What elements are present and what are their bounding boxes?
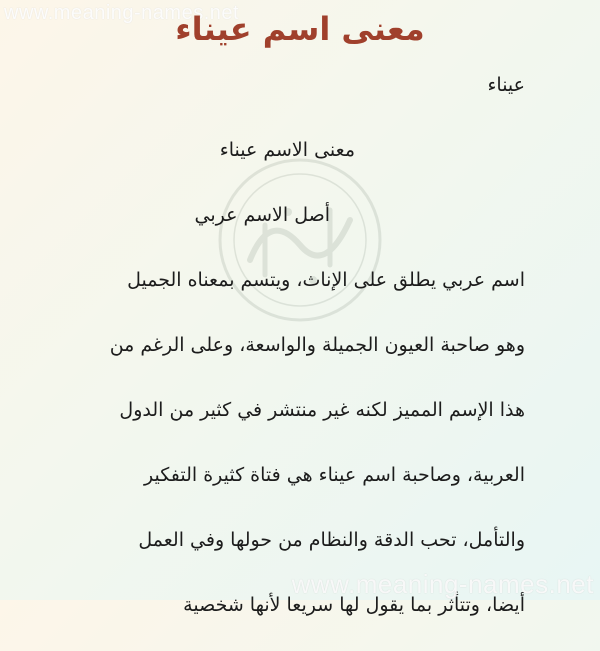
watermark-bottom: www.meaning-names.net (291, 569, 594, 599)
watermark-top: www.meaning-names.net (4, 2, 240, 24)
paragraph-line (40, 456, 525, 521)
paragraph-line (40, 261, 525, 326)
paragraph-text: العربية، وصاحبة اسم عيناء هي فتاة كثيرة التفكير (144, 464, 525, 486)
meaning-heading-line (40, 131, 525, 196)
paragraph-text: اسم عربي يطلق على الإناث، ويتسم بمعناه الجميل (127, 269, 525, 291)
meaning-heading-text: معنى الاسم عيناء (219, 139, 355, 161)
paragraph-line (40, 391, 525, 456)
name-text: عيناء (487, 74, 525, 96)
paragraph-text: والتأمل، تحب الدقة والنظام من حولها وفي العمل (138, 529, 525, 551)
paragraph-line (40, 326, 525, 391)
origin-text: أصل الاسم عربي (194, 204, 330, 226)
page-title: معنى اسم عيناء (175, 10, 425, 48)
name-line (40, 66, 525, 131)
origin-line (40, 196, 525, 261)
paragraph-text: أيضا، وتتأثر بما يقول لها سريعا لأنها شخصية (183, 594, 525, 616)
paragraph-text: وهو صاحبة العيون الجميلة والواسعة، وعلى الرغم من (109, 334, 525, 356)
article-body (40, 66, 525, 651)
paragraph-text: هذا الإسم المميز لكنه غير منتشر في كثير من الدول (119, 399, 525, 421)
